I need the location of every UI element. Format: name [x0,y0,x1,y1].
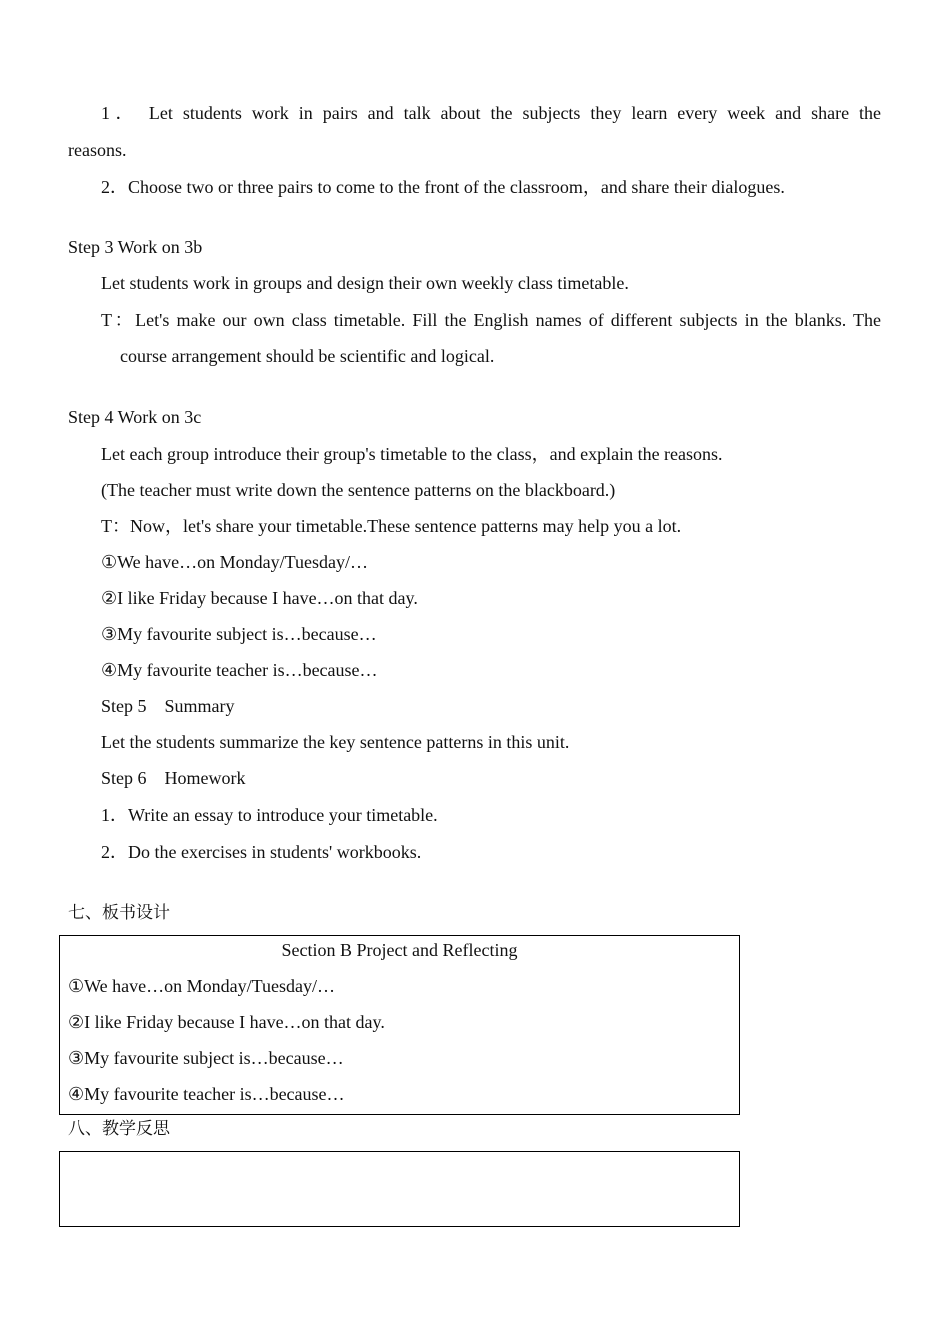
step2-item1-number: 1． [101,103,139,123]
step4-pattern-3: ③My favourite subject is…because… [101,624,377,644]
step2-item1-text: Let students work in pairs and talk about the subjects they learn every week and share the [148,103,882,123]
reflection-box [59,1151,740,1227]
step3-teacher-line2: course arrangement should be scientific and logical. [120,346,495,366]
step3-teacher-line1: T：Let's make our own class timetable. Fill the English names of different subjects in the blanks. The [101,310,881,330]
step4-pattern-1: ①We have…on Monday/Tuesday/… [101,552,368,572]
board-line-2: ②I like Friday because I have…on that day. [68,1012,385,1032]
step2-item1-line1 [101,102,881,124]
step4-teacher: T：Now，let's share your timetable.These sentence patterns may help you a lot. [101,516,682,536]
step4-instruction: Let each group introduce their group's timetable to the class，and explain the reasons. [101,444,723,464]
section7-heading: 七、板书设计 [68,903,170,923]
step6-item-1: 1．Write an essay to introduce your timetable. [101,805,438,825]
step2-item2: 2．Choose two or three pairs to come to the front of the classroom，and share their dialogues. [101,177,785,197]
step4-note: (The teacher must write down the sentence patterns on the blackboard.) [101,480,616,500]
step6-heading: Step 6 Homework [101,768,246,788]
board-line-3: ③My favourite subject is…because… [68,1048,344,1068]
board-line-1: ①We have…on Monday/Tuesday/… [68,976,335,996]
step4-pattern-4: ④My favourite teacher is…because… [101,660,378,680]
step5-text: Let the students summarize the key sentence patterns in this unit. [101,732,570,752]
step4-heading: Step 4 Work on 3c [68,407,202,427]
step4-pattern-2: ②I like Friday because I have…on that day. [101,588,418,608]
step5-heading: Step 5 Summary [101,696,235,716]
board-design-box [59,935,740,1115]
step3-heading: Step 3 Work on 3b [68,237,203,257]
step3-instruction: Let students work in groups and design their own weekly class timetable. [101,273,629,293]
step2-item1-line2: reasons. [68,140,127,160]
board-line-4: ④My favourite teacher is…because… [68,1084,345,1104]
board-title: Section B Project and Reflecting [281,940,518,960]
step6-item-2: 2．Do the exercises in students' workbooks. [101,842,422,862]
section8-heading: 八、教学反思 [68,1119,170,1139]
